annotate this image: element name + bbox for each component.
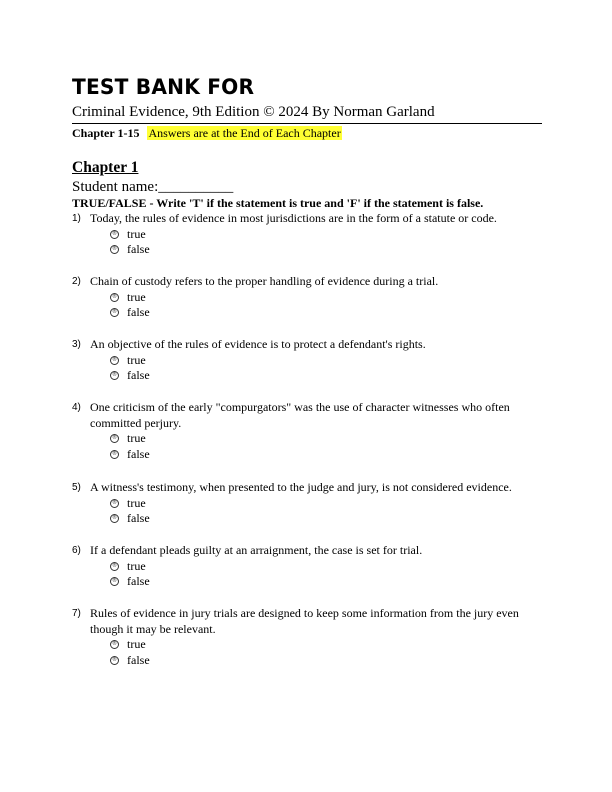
option-label: true	[127, 352, 146, 367]
radio-marker-glyph: ®	[112, 641, 117, 647]
radio-option-icon[interactable]	[110, 230, 119, 239]
question-text: Rules of evidence in jury trials are designed to keep some information from the jury even though it may be relevant.	[90, 606, 519, 636]
answer-option-false[interactable]	[110, 447, 150, 462]
radio-option-icon[interactable]	[110, 514, 119, 523]
answer-option-false[interactable]	[110, 368, 150, 383]
answer-option-true[interactable]	[110, 290, 146, 305]
option-label: false	[127, 242, 150, 257]
radio-option-icon[interactable]	[110, 245, 119, 254]
radio-marker-glyph: ®	[112, 562, 117, 569]
radio-marker-glyph: ®	[112, 450, 117, 457]
question-text: An objective of the rules of evidence is to protect a defendant's rights.	[90, 337, 426, 351]
radio-marker-glyph: ®	[112, 356, 117, 363]
radio-option-icon[interactable]	[110, 577, 119, 586]
option-label: false	[127, 305, 150, 320]
radio-marker-glyph: ®	[112, 372, 117, 379]
test-bank-title: TEST BANK FOR	[72, 75, 255, 99]
header-divider	[72, 123, 542, 124]
question-text: One criticism of the early "compurgators" was the use of character witnesses who often committed perjury.	[90, 400, 510, 430]
question-number: 6)	[72, 545, 81, 556]
answer-option-true[interactable]	[110, 637, 146, 652]
radio-marker-glyph: ®	[112, 435, 117, 441]
option-label: false	[127, 368, 150, 383]
option-label: false	[127, 511, 150, 526]
answers-note-highlight: Answers are at the End of Each Chapter	[148, 126, 341, 140]
option-label: false	[127, 574, 150, 589]
book-subtitle: Criminal Evidence, 9th Edition © 2024 By Norman Garland	[72, 104, 435, 120]
answer-option-false[interactable]	[110, 653, 150, 668]
chapter-range: Chapter 1-15	[72, 126, 140, 140]
question-text: If a defendant pleads guilty at an arraignment, the case is set for trial.	[90, 543, 423, 557]
radio-option-icon[interactable]	[110, 308, 119, 317]
question-number: 5)	[72, 482, 81, 493]
option-label: false	[127, 652, 150, 667]
radio-marker-glyph: ®	[112, 499, 117, 506]
option-label: true	[127, 558, 146, 573]
answer-option-false[interactable]	[110, 305, 150, 320]
radio-option-icon[interactable]	[110, 371, 119, 380]
section-instructions: TRUE/FALSE - Write 'T' if the statement is true and 'F' if the statement is false.	[72, 196, 484, 210]
radio-marker-glyph: ®	[112, 578, 117, 585]
option-label: true	[127, 637, 146, 651]
radio-marker-glyph: ®	[112, 656, 117, 663]
radio-option-icon[interactable]	[110, 293, 119, 302]
question-number: 3)	[72, 339, 81, 350]
radio-marker-glyph: ®	[112, 515, 117, 522]
answer-option-true[interactable]	[110, 431, 146, 446]
question-number: 7)	[72, 608, 81, 619]
radio-marker-glyph: ®	[112, 230, 117, 237]
question-number: 2)	[72, 276, 81, 287]
option-label: true	[127, 495, 146, 510]
answer-option-true[interactable]	[110, 559, 146, 574]
question-number: 4)	[72, 402, 81, 413]
option-label: true	[127, 431, 146, 445]
radio-marker-glyph: ®	[112, 246, 117, 253]
chapter-heading: Chapter 1	[72, 159, 139, 176]
option-label: true	[127, 289, 146, 304]
answer-option-false[interactable]	[110, 242, 150, 257]
radio-marker-glyph: ®	[112, 309, 117, 316]
radio-option-icon[interactable]	[110, 356, 119, 365]
question-text: Today, the rules of evidence in most jurisdictions are in the form of a statute or code.	[90, 211, 497, 225]
student-name-field: Student name:__________	[72, 179, 234, 195]
question-text: Chain of custody refers to the proper handling of evidence during a trial.	[90, 274, 439, 288]
chapter-range-line	[72, 126, 342, 140]
radio-option-icon[interactable]	[110, 434, 119, 443]
radio-option-icon[interactable]	[110, 450, 119, 459]
option-label: true	[127, 226, 146, 241]
radio-marker-glyph: ®	[112, 293, 117, 300]
answer-option-false[interactable]	[110, 574, 150, 589]
radio-option-icon[interactable]	[110, 499, 119, 508]
answer-option-true[interactable]	[110, 353, 146, 368]
radio-option-icon[interactable]	[110, 656, 119, 665]
radio-option-icon[interactable]	[110, 640, 119, 649]
question-number: 1)	[72, 213, 81, 224]
question-text: A witness's testimony, when presented to the judge and jury, is not considered evidence.	[90, 480, 512, 494]
answer-option-true[interactable]	[110, 496, 146, 511]
answer-option-true[interactable]	[110, 227, 146, 242]
answer-option-false[interactable]	[110, 511, 150, 526]
radio-option-icon[interactable]	[110, 562, 119, 571]
option-label: false	[127, 446, 150, 461]
